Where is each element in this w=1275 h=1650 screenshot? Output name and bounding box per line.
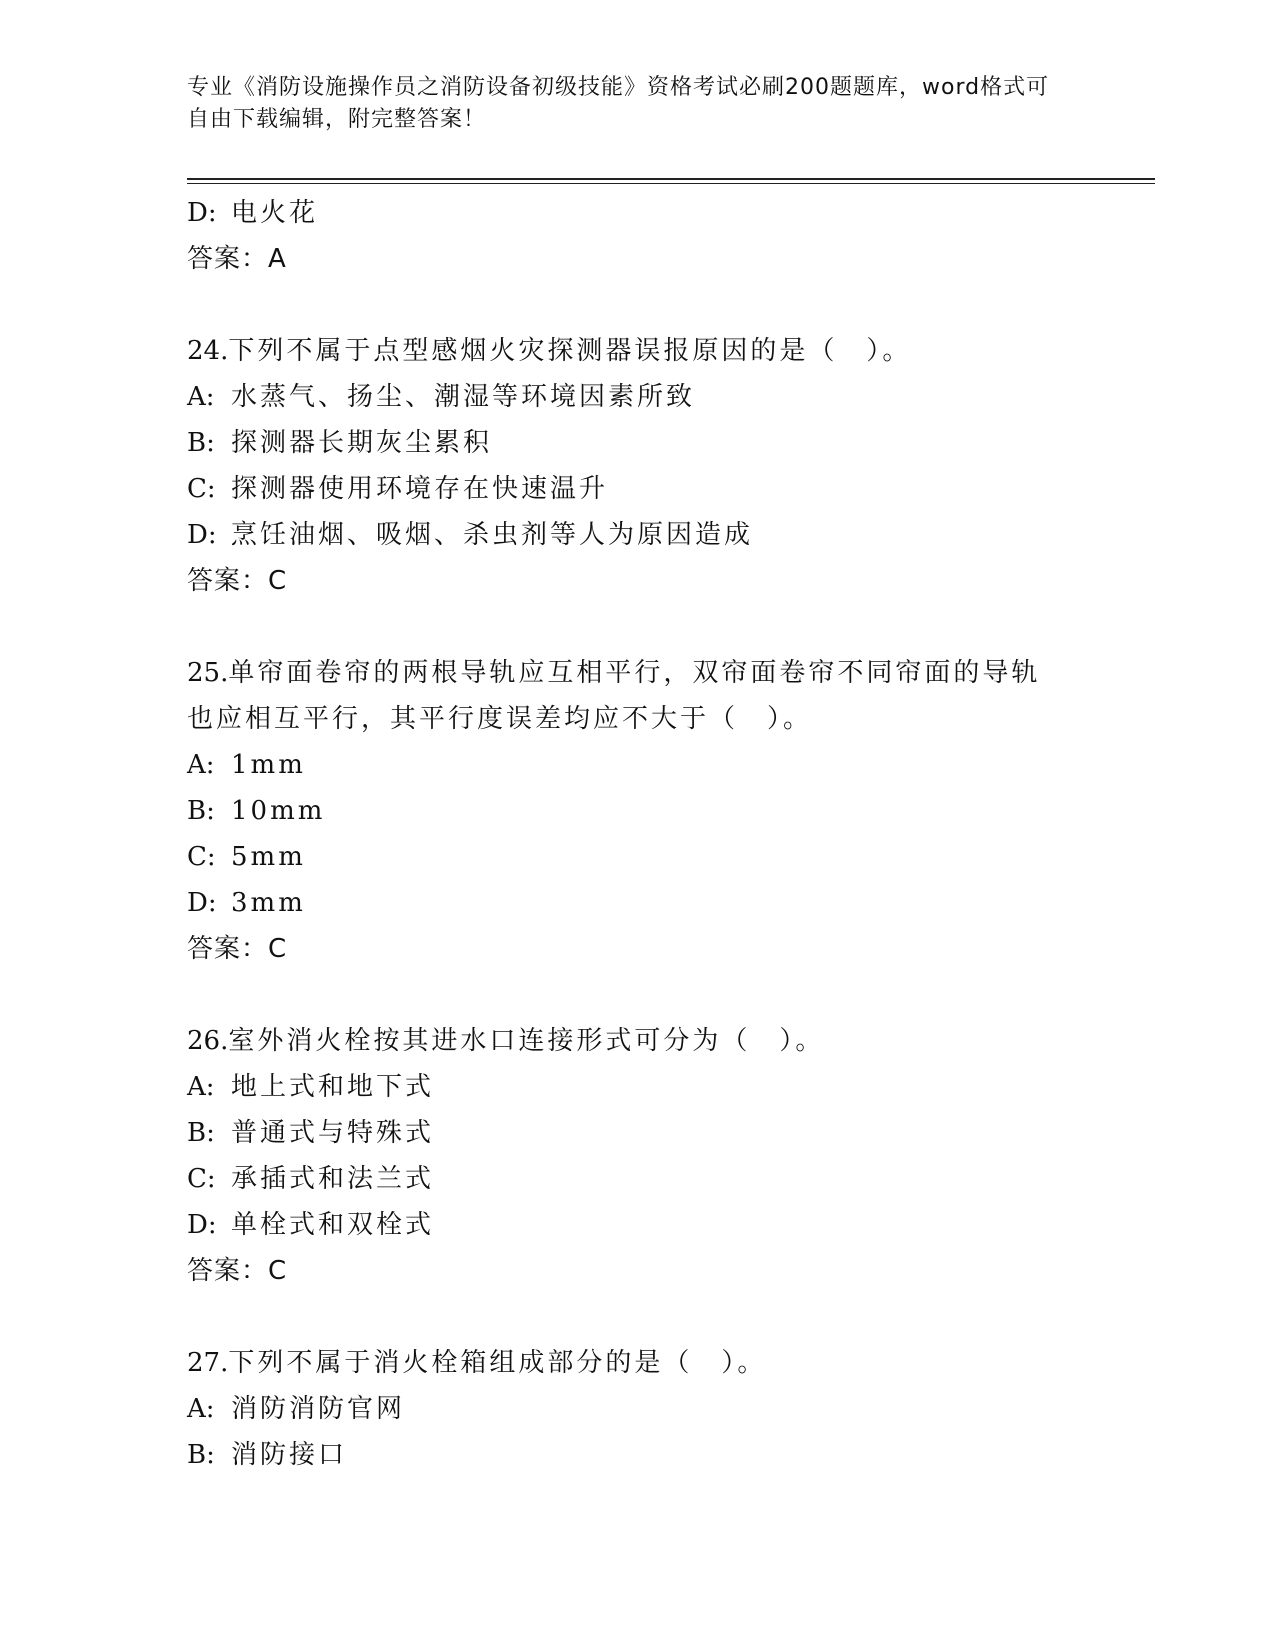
- option-text: 烹饪油烟、吸烟、杀虫剂等人为原因造成: [231, 520, 754, 550]
- question-stem: [187, 1018, 1087, 1064]
- option-text: 普通式与特殊式: [231, 1118, 435, 1148]
- option-b: [187, 788, 1087, 834]
- question-text: 下列不属于消火栓箱组成部分的是（ ）。: [228, 1348, 767, 1378]
- question-text: 单帘面卷帘的两根导轨应互相平行，双帘面卷帘不同帘面的导轨也应相互平行，其平行度误差均应不大于（ ）。: [187, 658, 1041, 734]
- option-label: D:: [187, 198, 217, 228]
- option-d: [187, 512, 1087, 558]
- option-b: [187, 1432, 1087, 1478]
- option-label: B:: [187, 1440, 215, 1470]
- question-text: 室外消火栓按其进水口连接形式可分为（ ）。: [228, 1026, 825, 1056]
- option-label: B:: [187, 1118, 215, 1148]
- question-text: 下列不属于点型感烟火灾探测器误报原因的是（ ）。: [228, 336, 912, 366]
- fragment-block: [187, 190, 1087, 282]
- option-text: 消防消防官网: [231, 1394, 406, 1424]
- option-text: 探测器使用环境存在快速温升: [231, 474, 609, 504]
- option-a: [187, 1064, 1087, 1110]
- option-c: [187, 834, 1087, 880]
- option-label: A:: [187, 1072, 215, 1102]
- answer-line: 答案：C: [187, 566, 288, 596]
- question-number: 27.: [187, 1348, 229, 1378]
- header-divider-thin: [187, 183, 1155, 184]
- option-text: 3mm: [231, 888, 306, 918]
- option-text: 消防接口: [231, 1440, 348, 1470]
- option-label: B:: [187, 796, 215, 826]
- option-text: 承插式和法兰式: [231, 1164, 435, 1194]
- option-a: [187, 742, 1087, 788]
- option-label: D:: [187, 888, 217, 918]
- question-26: [187, 1018, 1087, 1294]
- option-text: 10mm: [231, 796, 326, 826]
- option-text: 探测器长期灰尘累积: [231, 428, 493, 458]
- option-a: [187, 1386, 1087, 1432]
- question-24: [187, 328, 1087, 604]
- option-d: [187, 190, 1087, 236]
- answer-line: 答案：C: [187, 934, 288, 964]
- option-text: 水蒸气、扬尘、潮湿等环境因素所致: [231, 382, 696, 412]
- question-number: 25.: [187, 658, 229, 688]
- option-c: [187, 466, 1087, 512]
- option-text: 5mm: [231, 842, 306, 872]
- option-label: D:: [187, 520, 217, 550]
- option-text: 1mm: [231, 750, 306, 780]
- question-stem: [187, 1340, 1087, 1386]
- option-label: B:: [187, 428, 215, 458]
- option-label: C:: [187, 842, 216, 872]
- question-number: 26.: [187, 1026, 229, 1056]
- option-c: [187, 1156, 1087, 1202]
- question-stem: [187, 650, 1057, 742]
- answer-line: 答案：A: [187, 244, 287, 274]
- option-text: 单栓式和双栓式: [231, 1210, 435, 1240]
- option-label: C:: [187, 1164, 216, 1194]
- option-label: C:: [187, 474, 216, 504]
- question-stem: [187, 328, 1087, 374]
- answer-line: 答案：C: [187, 1256, 288, 1286]
- question-27: [187, 1340, 1087, 1478]
- header-divider-thick: [187, 178, 1155, 180]
- option-label: D:: [187, 1210, 217, 1240]
- option-label: A:: [187, 382, 215, 412]
- question-number: 24.: [187, 336, 229, 366]
- option-text: 电火花: [231, 198, 319, 228]
- option-b: [187, 420, 1087, 466]
- option-label: A:: [187, 750, 215, 780]
- page-header: [187, 72, 1067, 136]
- header-text: 专业《消防设施操作员之消防设备初级技能》资格考试必刷200题题库，word格式可自由下载编辑，附完整答案！: [187, 75, 1050, 132]
- option-a: [187, 374, 1087, 420]
- option-d: [187, 880, 1087, 926]
- option-text: 地上式和地下式: [231, 1072, 435, 1102]
- option-d: [187, 1202, 1087, 1248]
- option-b: [187, 1110, 1087, 1156]
- question-content: [187, 190, 1087, 1524]
- question-25: [187, 650, 1087, 972]
- option-label: A:: [187, 1394, 215, 1424]
